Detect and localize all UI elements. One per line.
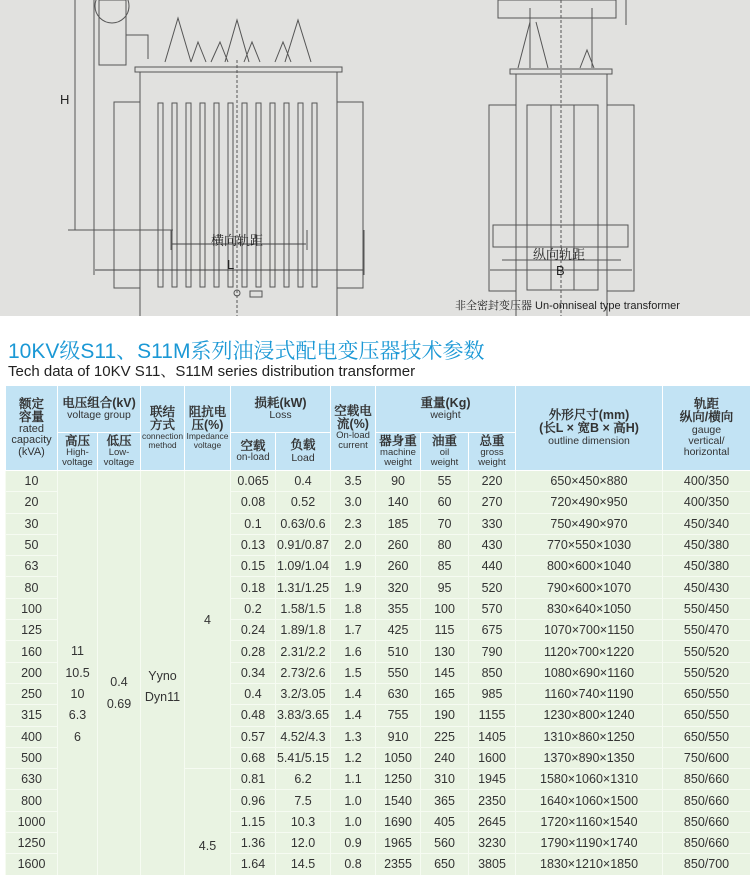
cell-load-loss: 1.31/1.25 xyxy=(276,577,331,598)
cell-oil-weight: 145 xyxy=(421,662,469,683)
cell-noload-current: 1.4 xyxy=(331,683,376,704)
cell-noload-loss: 0.68 xyxy=(231,747,276,768)
cell-noload-current: 1.3 xyxy=(331,726,376,747)
connection-value: Dyn11 xyxy=(141,690,184,711)
cell-low-voltage xyxy=(98,471,141,875)
cell-noload-current: 1.5 xyxy=(331,662,376,683)
cell-capacity: 400 xyxy=(6,726,58,747)
cell-gauge: 850/660 xyxy=(663,833,750,854)
cell-machine-weight: 550 xyxy=(376,662,421,683)
header-weight: 重量(Kg) weight xyxy=(376,386,516,433)
header-outline-dimension: 外形尺寸(mm) (长L × 宽B × 高H) outline dimension xyxy=(516,386,663,471)
cell-load-loss: 0.4 xyxy=(276,471,331,492)
cell-noload-loss: 0.13 xyxy=(231,534,276,555)
cell-machine-weight: 910 xyxy=(376,726,421,747)
cell-machine-weight: 510 xyxy=(376,641,421,662)
radiator-fin xyxy=(312,103,317,287)
cell-noload-current: 2.3 xyxy=(331,513,376,534)
cell-outline-dimension: 770×550×1030 xyxy=(516,534,663,555)
cell-noload-loss: 1.36 xyxy=(231,833,276,854)
cell-high-voltage xyxy=(58,471,98,875)
connection-value: Yyno xyxy=(141,669,184,690)
cell-capacity: 200 xyxy=(6,662,58,683)
high-voltage-value: 11 xyxy=(58,644,97,665)
cell-capacity: 50 xyxy=(6,534,58,555)
page-title-cn: 10KV级S11、S11M系列油浸式配电变压器技术参数 xyxy=(8,335,484,365)
cell-noload-current: 1.0 xyxy=(331,790,376,811)
cell-outline-dimension: 720×490×950 xyxy=(516,492,663,513)
tech-data-table-container xyxy=(5,385,750,875)
cell-gauge: 850/660 xyxy=(663,811,750,832)
cell-gross-weight: 985 xyxy=(469,683,516,704)
cell-outline-dimension: 1120×700×1220 xyxy=(516,641,663,662)
header-capacity: 额定容量 rated capacity (kVA) xyxy=(6,386,58,471)
cell-noload-loss: 0.57 xyxy=(231,726,276,747)
header-noload-loss: 空载 on-load xyxy=(231,433,276,471)
cell-load-loss: 1.89/1.8 xyxy=(276,620,331,641)
cell-gauge: 400/350 xyxy=(663,492,750,513)
high-voltage-value: 10 xyxy=(58,687,97,708)
cell-noload-loss: 0.48 xyxy=(231,705,276,726)
radiator-fin xyxy=(284,103,289,287)
cell-noload-loss: 0.18 xyxy=(231,577,276,598)
cell-outline-dimension: 1310×860×1250 xyxy=(516,726,663,747)
cell-machine-weight: 90 xyxy=(376,471,421,492)
cell-noload-current: 1.1 xyxy=(331,769,376,790)
tech-data-table xyxy=(5,385,750,875)
cell-noload-loss: 0.08 xyxy=(231,492,276,513)
header-oil-weight: 油重 oil weight xyxy=(421,433,469,471)
cell-noload-loss: 0.2 xyxy=(231,598,276,619)
cell-noload-current: 1.2 xyxy=(331,747,376,768)
radiator-fin xyxy=(186,103,191,287)
cell-oil-weight: 240 xyxy=(421,747,469,768)
radiator-fin xyxy=(158,103,163,287)
cell-gauge: 850/660 xyxy=(663,790,750,811)
cell-noload-loss: 1.64 xyxy=(231,854,276,875)
drawing-caption: 非全密封变压器 Un-omniseal type transformer xyxy=(455,297,680,313)
cell-machine-weight: 1540 xyxy=(376,790,421,811)
cell-load-loss: 1.58/1.5 xyxy=(276,598,331,619)
cell-gauge: 450/430 xyxy=(663,577,750,598)
cell-noload-current: 1.0 xyxy=(331,811,376,832)
high-voltage-value: 6.3 xyxy=(58,708,97,729)
low-voltage-value: 0.69 xyxy=(98,697,140,718)
cell-noload-loss: 0.24 xyxy=(231,620,276,641)
cell-gross-weight: 1600 xyxy=(469,747,516,768)
cell-machine-weight: 425 xyxy=(376,620,421,641)
cell-load-loss: 5.41/5.15 xyxy=(276,747,331,768)
cell-capacity: 800 xyxy=(6,790,58,811)
cell-noload-loss: 0.28 xyxy=(231,641,276,662)
cell-capacity: 1600 xyxy=(6,854,58,875)
cell-oil-weight: 100 xyxy=(421,598,469,619)
cell-gauge: 450/380 xyxy=(663,556,750,577)
dimension-h-label: H xyxy=(60,92,69,107)
cell-machine-weight: 1965 xyxy=(376,833,421,854)
cell-outline-dimension: 790×600×1070 xyxy=(516,577,663,598)
cell-noload-current: 0.9 xyxy=(331,833,376,854)
cell-noload-current: 1.7 xyxy=(331,620,376,641)
cell-capacity: 1250 xyxy=(6,833,58,854)
cell-capacity: 500 xyxy=(6,747,58,768)
dimension-b-label: B xyxy=(556,263,565,278)
cell-machine-weight: 185 xyxy=(376,513,421,534)
low-voltage-value: 0.4 xyxy=(98,675,140,696)
cell-capacity: 20 xyxy=(6,492,58,513)
cell-outline-dimension: 750×490×970 xyxy=(516,513,663,534)
cell-machine-weight: 1250 xyxy=(376,769,421,790)
cell-machine-weight: 320 xyxy=(376,577,421,598)
radiator-fin xyxy=(256,103,261,287)
cell-noload-loss: 0.1 xyxy=(231,513,276,534)
cell-outline-dimension: 650×450×880 xyxy=(516,471,663,492)
cell-gross-weight: 1405 xyxy=(469,726,516,747)
cell-gauge: 450/380 xyxy=(663,534,750,555)
dimension-l-label: L xyxy=(227,257,234,272)
cell-gauge: 550/450 xyxy=(663,598,750,619)
transformer-outline-drawing xyxy=(0,0,750,316)
cell-machine-weight: 1690 xyxy=(376,811,421,832)
radiator-fin xyxy=(172,103,177,287)
cell-gauge: 550/470 xyxy=(663,620,750,641)
cell-oil-weight: 130 xyxy=(421,641,469,662)
header-gross-weight: 总重 gross weight xyxy=(469,433,516,471)
cell-noload-loss: 0.96 xyxy=(231,790,276,811)
cell-gross-weight: 1945 xyxy=(469,769,516,790)
cell-impedance: 4.5 xyxy=(185,769,231,875)
cell-load-loss: 6.2 xyxy=(276,769,331,790)
cell-noload-current: 3.5 xyxy=(331,471,376,492)
cell-load-loss: 0.52 xyxy=(276,492,331,513)
cell-capacity: 250 xyxy=(6,683,58,704)
cell-gauge: 650/550 xyxy=(663,683,750,704)
header-load-loss: 负载 Load xyxy=(276,433,331,471)
cell-connection xyxy=(141,471,185,875)
cell-capacity: 63 xyxy=(6,556,58,577)
cell-noload-current: 0.8 xyxy=(331,854,376,875)
cell-noload-current: 1.9 xyxy=(331,577,376,598)
cell-oil-weight: 95 xyxy=(421,577,469,598)
cell-load-loss: 2.73/2.6 xyxy=(276,662,331,683)
radiator-fin xyxy=(298,103,303,287)
cell-machine-weight: 630 xyxy=(376,683,421,704)
cell-capacity: 160 xyxy=(6,641,58,662)
radiator-fin xyxy=(200,103,205,287)
cell-machine-weight: 140 xyxy=(376,492,421,513)
cell-oil-weight: 70 xyxy=(421,513,469,534)
cell-noload-current: 1.4 xyxy=(331,705,376,726)
header-voltage-group: 电压组合(kV) voltage group xyxy=(58,386,141,433)
cell-noload-loss: 0.81 xyxy=(231,769,276,790)
cell-oil-weight: 650 xyxy=(421,854,469,875)
cell-noload-current: 2.0 xyxy=(331,534,376,555)
cell-oil-weight: 560 xyxy=(421,833,469,854)
cell-gross-weight: 3230 xyxy=(469,833,516,854)
cell-load-loss: 10.3 xyxy=(276,811,331,832)
cell-load-loss: 2.31/2.2 xyxy=(276,641,331,662)
cell-gross-weight: 330 xyxy=(469,513,516,534)
cell-gauge: 850/660 xyxy=(663,769,750,790)
header-connection: 联结方式 connection method xyxy=(141,386,185,471)
cell-outline-dimension: 1580×1060×1310 xyxy=(516,769,663,790)
radiator-fin xyxy=(242,103,247,287)
cell-gauge: 850/700 xyxy=(663,854,750,875)
radiator-fin xyxy=(270,103,275,287)
vertical-gauge-label: 纵向轨距 xyxy=(533,244,585,263)
cell-load-loss: 1.09/1.04 xyxy=(276,556,331,577)
page-title-en: Tech data of 10KV S11、S11M series distribution transformer xyxy=(8,360,415,381)
cell-gauge: 450/340 xyxy=(663,513,750,534)
header-gauge: 轨距 纵向/横向 gauge vertical/ horizontal xyxy=(663,386,750,471)
cell-gross-weight: 440 xyxy=(469,556,516,577)
cell-oil-weight: 165 xyxy=(421,683,469,704)
cell-noload-current: 1.9 xyxy=(331,556,376,577)
cell-machine-weight: 260 xyxy=(376,534,421,555)
cell-gross-weight: 2350 xyxy=(469,790,516,811)
cell-load-loss: 14.5 xyxy=(276,854,331,875)
cell-gross-weight: 570 xyxy=(469,598,516,619)
cell-gauge: 550/520 xyxy=(663,641,750,662)
cell-oil-weight: 115 xyxy=(421,620,469,641)
cell-load-loss: 3.83/3.65 xyxy=(276,705,331,726)
horizontal-gauge-label: 横向轨距 xyxy=(211,230,263,249)
header-impedance: 阻抗电压(%) Impedance voltage xyxy=(185,386,231,471)
cell-capacity: 315 xyxy=(6,705,58,726)
cell-outline-dimension: 830×640×1050 xyxy=(516,598,663,619)
cell-oil-weight: 310 xyxy=(421,769,469,790)
cell-gross-weight: 850 xyxy=(469,662,516,683)
cell-outline-dimension: 1230×800×1240 xyxy=(516,705,663,726)
cell-capacity: 30 xyxy=(6,513,58,534)
cell-capacity: 80 xyxy=(6,577,58,598)
radiator-fin xyxy=(214,103,219,287)
cell-machine-weight: 1050 xyxy=(376,747,421,768)
high-voltage-value: 6 xyxy=(58,730,97,751)
cell-noload-current: 1.6 xyxy=(331,641,376,662)
cell-outline-dimension: 1370×890×1350 xyxy=(516,747,663,768)
header-high-voltage: 高压 High-voltage xyxy=(58,433,98,471)
cell-oil-weight: 80 xyxy=(421,534,469,555)
cell-gross-weight: 220 xyxy=(469,471,516,492)
cell-noload-current: 1.8 xyxy=(331,598,376,619)
cell-gauge: 650/550 xyxy=(663,705,750,726)
cell-gross-weight: 270 xyxy=(469,492,516,513)
cell-oil-weight: 365 xyxy=(421,790,469,811)
cell-outline-dimension: 1830×1210×1850 xyxy=(516,854,663,875)
cell-impedance: 4 xyxy=(185,471,231,769)
cell-outline-dimension: 1080×690×1160 xyxy=(516,662,663,683)
transformer-drawing xyxy=(0,0,750,316)
cell-machine-weight: 355 xyxy=(376,598,421,619)
cell-capacity: 10 xyxy=(6,471,58,492)
cell-outline-dimension: 1790×1190×1740 xyxy=(516,833,663,854)
cell-oil-weight: 55 xyxy=(421,471,469,492)
cell-load-loss: 0.91/0.87 xyxy=(276,534,331,555)
cell-outline-dimension: 1720×1160×1540 xyxy=(516,811,663,832)
cell-machine-weight: 260 xyxy=(376,556,421,577)
header-loss: 损耗(kW) Loss xyxy=(231,386,331,433)
cell-gross-weight: 675 xyxy=(469,620,516,641)
header-noload-current: 空载电流(%) On-load current xyxy=(331,386,376,471)
cell-capacity: 125 xyxy=(6,620,58,641)
cell-load-loss: 12.0 xyxy=(276,833,331,854)
cell-outline-dimension: 1160×740×1190 xyxy=(516,683,663,704)
cell-oil-weight: 225 xyxy=(421,726,469,747)
cell-oil-weight: 190 xyxy=(421,705,469,726)
cell-load-loss: 0.63/0.6 xyxy=(276,513,331,534)
cell-gauge: 750/600 xyxy=(663,747,750,768)
cell-noload-loss: 1.15 xyxy=(231,811,276,832)
cell-noload-loss: 0.15 xyxy=(231,556,276,577)
table-row xyxy=(6,471,750,492)
high-voltage-value: 10.5 xyxy=(58,666,97,687)
cell-oil-weight: 85 xyxy=(421,556,469,577)
cell-load-loss: 4.52/4.3 xyxy=(276,726,331,747)
cell-gross-weight: 520 xyxy=(469,577,516,598)
cell-gross-weight: 1155 xyxy=(469,705,516,726)
cell-gross-weight: 2645 xyxy=(469,811,516,832)
header-low-voltage: 低压 Low-voltage xyxy=(98,433,141,471)
cell-load-loss: 3.2/3.05 xyxy=(276,683,331,704)
cell-capacity: 1000 xyxy=(6,811,58,832)
cell-capacity: 630 xyxy=(6,769,58,790)
cell-gross-weight: 3805 xyxy=(469,854,516,875)
cell-outline-dimension: 800×600×1040 xyxy=(516,556,663,577)
header-machine-weight: 器身重 machine weight xyxy=(376,433,421,471)
cell-noload-current: 3.0 xyxy=(331,492,376,513)
cell-noload-loss: 0.34 xyxy=(231,662,276,683)
cell-oil-weight: 60 xyxy=(421,492,469,513)
cell-noload-loss: 0.065 xyxy=(231,471,276,492)
cell-capacity: 100 xyxy=(6,598,58,619)
cell-gauge: 400/350 xyxy=(663,471,750,492)
cell-gross-weight: 430 xyxy=(469,534,516,555)
cell-oil-weight: 405 xyxy=(421,811,469,832)
cell-outline-dimension: 1070×700×1150 xyxy=(516,620,663,641)
cell-outline-dimension: 1640×1060×1500 xyxy=(516,790,663,811)
cell-machine-weight: 755 xyxy=(376,705,421,726)
cell-noload-loss: 0.4 xyxy=(231,683,276,704)
cell-gross-weight: 790 xyxy=(469,641,516,662)
cell-gauge: 550/520 xyxy=(663,662,750,683)
cell-gauge: 650/550 xyxy=(663,726,750,747)
cell-load-loss: 7.5 xyxy=(276,790,331,811)
cell-machine-weight: 2355 xyxy=(376,854,421,875)
